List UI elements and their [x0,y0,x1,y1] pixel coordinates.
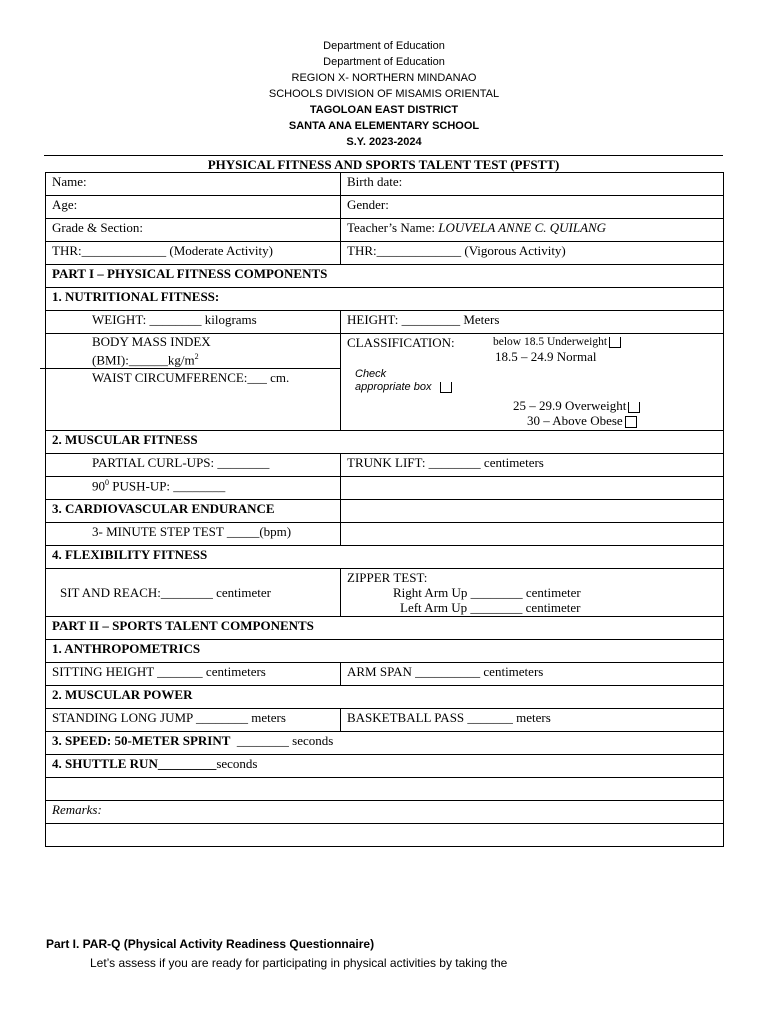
arm-span-field[interactable]: ARM SPAN __________ centimeters [341,663,724,686]
weight-field[interactable]: WEIGHT: ________ kilograms [46,311,341,334]
table-row [46,801,724,824]
table-row [46,663,724,686]
zipper-label: ZIPPER TEST: [347,570,428,585]
table-row [46,477,724,500]
push-up-superscript: 0 [105,478,109,487]
fitness-form-table [45,172,724,847]
bmi-superscript: 2 [194,352,199,361]
classification-cell [341,334,724,431]
left-arm-field[interactable]: Left Arm Up ________ centimeter [400,600,581,615]
age-field[interactable]: Age: [46,196,341,219]
school-year-line: S.Y. 2023-2024 [346,136,422,148]
overweight-option[interactable] [513,398,640,414]
right-arm-field[interactable]: Right Arm Up ________ centimeter [393,585,581,600]
push-up-label: PUSH-UP: ________ [109,478,226,494]
teacher-name-field[interactable] [341,219,724,242]
table-row [46,219,724,242]
table-row [46,617,724,640]
sprint-unit: ________ seconds [230,733,334,748]
part1-heading: PART I – PHYSICAL FITNESS COMPONENTS [46,265,724,288]
nutritional-heading: 1. NUTRITIONAL FITNESS: [46,288,724,311]
part2-heading: PART II – SPORTS TALENT COMPONENTS [46,617,724,640]
table-row [46,569,724,617]
obese-checkbox[interactable] [625,416,637,428]
empty-cell [341,477,724,500]
remarks-label: Remarks: [46,801,724,824]
table-row [46,311,724,334]
table-row [46,288,724,311]
remarks-field[interactable] [46,824,724,847]
region-line: REGION X- NORTHERN MINDANAO [291,72,477,84]
long-jump-field[interactable]: STANDING LONG JUMP ________ meters [46,709,341,732]
bmi-field[interactable] [92,349,334,367]
check-note-text: appropriate box [355,381,432,393]
table-row [46,265,724,288]
table-row [46,824,724,847]
parq-heading: Part I. PAR-Q (Physical Activity Readiness Questionnaire) [46,937,375,951]
table-row [46,709,724,732]
normal-option: 18.5 – 24.9 Normal [495,349,597,364]
division-line: SCHOOLS DIVISION OF MISAMIS ORIENTAL [268,88,500,100]
table-row [46,778,724,801]
table-row [46,242,724,265]
cardio-heading: 3. CARDIOVASCULAR ENDURANCE [46,500,341,523]
table-row [46,755,724,778]
table-row [46,431,724,454]
classification-label: CLASSIFICATION: [347,335,455,350]
table-row [46,334,724,431]
dept-line-1: Department of Education [323,40,445,52]
empty-cell [341,500,724,523]
sprint-label: 3. SPEED: 50-METER SPRINT [52,733,231,748]
table-row [46,546,724,569]
sprint-field[interactable] [46,732,724,755]
school-line: SANTA ANA ELEMENTARY SCHOOL [288,120,480,132]
teacher-name-value: LOUVELA ANNE C. QUILANG [438,220,607,235]
zipper-test-cell [341,569,724,617]
check-note-line-2 [355,381,452,394]
shuttle-label: 4. SHUTTLE RUN_________ [52,756,217,771]
obese-option[interactable] [527,413,637,429]
shuttle-unit: seconds [216,756,258,771]
curl-ups-field[interactable]: PARTIAL CURL-UPS: ________ [46,454,341,477]
basketball-pass-field[interactable]: BASKETBALL PASS _______ meters [341,709,724,732]
sitting-height-field[interactable]: SITTING HEIGHT _______ centimeters [46,663,341,686]
check-note-line-1: Check [355,368,387,380]
dept-line-2: Department of Education [323,56,445,68]
table-row [46,173,724,196]
empty-cell [341,523,724,546]
birth-date-field[interactable]: Birth date: [341,173,724,196]
step-test-field[interactable]: 3- MINUTE STEP TEST _____(bpm) [46,523,341,546]
table-row [46,196,724,219]
push-up-degrees: 90 [92,478,105,494]
muscular-heading: 2. MUSCULAR FITNESS [46,431,724,454]
table-row [46,732,724,755]
gender-field[interactable]: Gender: [341,196,724,219]
bmi-unit: (BMI):______kg/m [92,352,195,368]
divider [44,155,723,156]
name-field[interactable]: Name: [46,173,341,196]
check-note [355,368,452,394]
push-up-field[interactable] [46,477,341,500]
table-row [46,523,724,546]
flexibility-heading: 4. FLEXIBILITY FITNESS [46,546,724,569]
underweight-checkbox[interactable] [609,337,621,348]
empty-row [46,778,724,801]
overweight-label: 25 – 29.9 Overweight [513,398,627,413]
parq-intro: Let’s assess if you are ready for participating in physical activities by taking the [90,956,508,970]
form-title: PHYSICAL FITNESS AND SPORTS TALENT TEST (PFSTT) [207,157,560,172]
table-row [46,686,724,709]
bmi-label: BODY MASS INDEX [92,334,211,349]
shuttle-run-field[interactable] [46,755,724,778]
underweight-option[interactable] [493,336,621,348]
table-row [46,454,724,477]
teacher-label: Teacher’s Name: [347,220,439,235]
thr-vigorous-field[interactable]: THR:_____________ (Vigorous Activity) [341,242,724,265]
sit-reach-field[interactable]: SIT AND REACH:________ centimeter [46,569,341,617]
grade-section-field[interactable]: Grade & Section: [46,219,341,242]
header-block [0,38,768,150]
normal-checkbox[interactable] [440,382,452,393]
district-line: TAGOLOAN EAST DISTRICT [309,104,459,116]
bmi-cell [46,334,341,431]
waist-field[interactable]: WAIST CIRCUMFERENCE:___ cm. [40,368,340,429]
anthropometrics-heading: 1. ANTHROPOMETRICS [46,640,724,663]
table-row [46,640,724,663]
overweight-checkbox[interactable] [628,402,640,413]
height-field[interactable]: HEIGHT: _________ Meters [341,311,724,334]
thr-moderate-field[interactable]: THR:_____________ (Moderate Activity) [46,242,341,265]
obese-label: 30 – Above Obese [527,413,623,428]
trunk-lift-field[interactable]: TRUNK LIFT: ________ centimeters [341,454,724,477]
underweight-label: below 18.5 Underweight [493,336,608,348]
power-heading: 2. MUSCULAR POWER [46,686,724,709]
table-row [46,500,724,523]
